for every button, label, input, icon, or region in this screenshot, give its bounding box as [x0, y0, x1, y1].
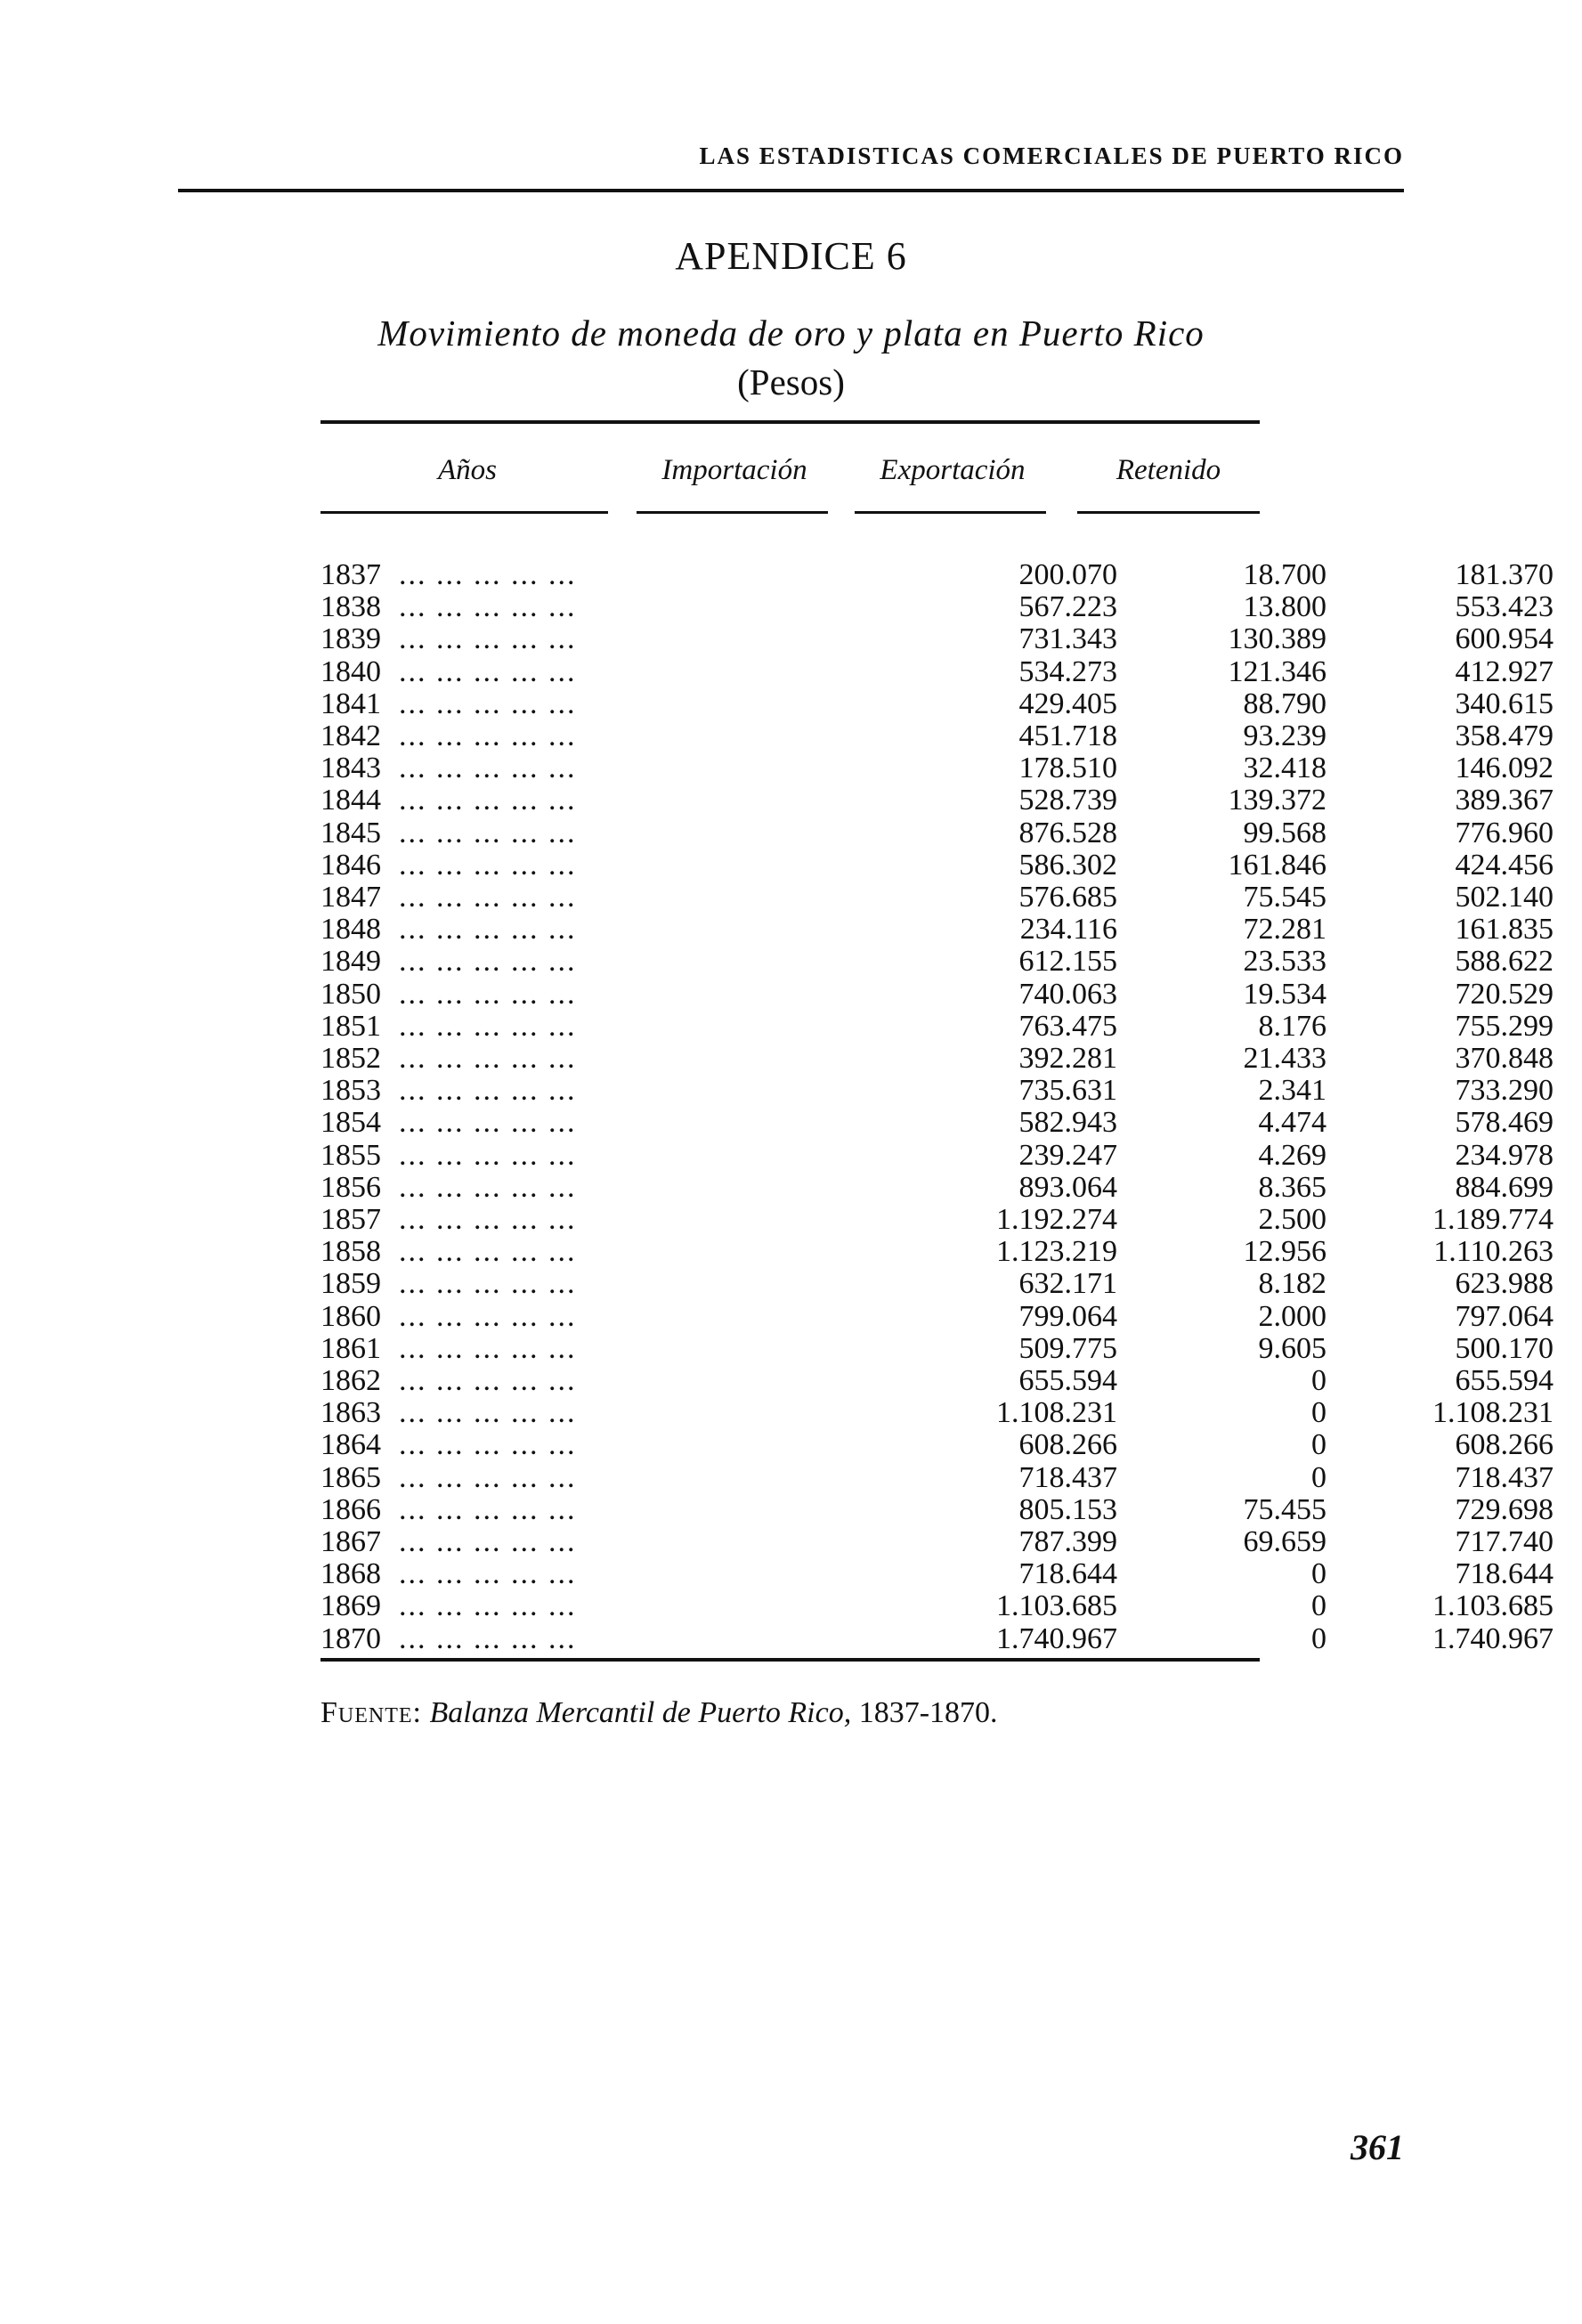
import-cell: 1.103.685	[996, 1589, 1117, 1623]
retained-cell: 1.108.231	[1432, 1396, 1554, 1430]
leader-dots: ... ... ... ... ...	[399, 1203, 577, 1236]
retained-cell: 340.615	[1455, 687, 1554, 720]
retained-cell: 146.092	[1455, 752, 1554, 785]
header-rule	[178, 189, 1404, 192]
table-row	[320, 1235, 1554, 1269]
table-row	[320, 848, 1554, 882]
import-cell: 763.475	[1018, 1009, 1117, 1043]
leader-dots: ... ... ... ... ...	[399, 1106, 577, 1140]
table-row	[320, 1138, 1554, 1172]
retained-cell: 500.170	[1455, 1331, 1554, 1365]
leader-dots: ... ... ... ... ...	[399, 1428, 577, 1462]
year-cell: 1837	[320, 558, 381, 591]
year-cell: 1867	[320, 1525, 381, 1558]
retained-cell: 1.740.967	[1432, 1621, 1554, 1655]
import-cell: 718.437	[1018, 1460, 1117, 1494]
year-cell: 1846	[320, 848, 381, 882]
export-cell: 4.269	[1258, 1138, 1326, 1172]
table-row	[320, 1009, 1554, 1043]
import-cell: 239.247	[1018, 1138, 1117, 1172]
export-cell: 8.182	[1258, 1267, 1326, 1301]
retained-cell: 181.370	[1455, 558, 1554, 591]
table-bottom-rule	[320, 1658, 1260, 1662]
import-cell: 787.399	[1018, 1525, 1117, 1558]
export-cell: 2.341	[1258, 1074, 1326, 1108]
leader-dots: ... ... ... ... ...	[399, 1364, 577, 1397]
table-row	[320, 558, 1554, 591]
table-row	[320, 1557, 1554, 1591]
retained-cell: 797.064	[1455, 1299, 1554, 1333]
import-cell: 799.064	[1018, 1299, 1117, 1333]
export-cell: 121.346	[1228, 654, 1326, 688]
year-cell: 1841	[320, 687, 381, 720]
import-cell: 451.718	[1018, 719, 1117, 752]
import-cell: 534.273	[1018, 654, 1117, 688]
leader-dots: ... ... ... ... ...	[399, 913, 577, 947]
retained-cell: 502.140	[1455, 881, 1554, 914]
year-cell: 1852	[320, 1042, 381, 1075]
year-cell: 1848	[320, 913, 381, 947]
year-cell: 1849	[320, 945, 381, 979]
table-row	[320, 945, 1554, 979]
export-cell: 93.239	[1243, 719, 1326, 752]
year-cell: 1854	[320, 1106, 381, 1140]
leader-dots: ... ... ... ... ...	[399, 945, 577, 979]
year-cell: 1866	[320, 1492, 381, 1526]
export-cell: 0	[1311, 1364, 1326, 1397]
year-cell: 1869	[320, 1589, 381, 1623]
import-cell: 1.108.231	[996, 1396, 1117, 1430]
import-cell: 567.223	[1018, 590, 1117, 624]
export-cell: 69.659	[1243, 1525, 1326, 1558]
export-cell: 72.281	[1243, 913, 1326, 947]
export-cell: 8.176	[1258, 1009, 1326, 1043]
source-note	[320, 1696, 998, 1730]
leader-dots: ... ... ... ... ...	[399, 687, 577, 720]
leader-dots: ... ... ... ... ...	[399, 1267, 577, 1301]
export-cell: 8.365	[1258, 1170, 1326, 1204]
leader-dots: ... ... ... ... ...	[399, 1138, 577, 1172]
year-cell: 1861	[320, 1331, 381, 1365]
table-row	[320, 1267, 1554, 1301]
year-cell: 1863	[320, 1396, 381, 1430]
table-row	[320, 654, 1554, 688]
table-top-rule	[320, 420, 1260, 424]
table-row	[320, 590, 1554, 624]
table-row	[320, 1299, 1554, 1333]
leader-dots: ... ... ... ... ...	[399, 1170, 577, 1204]
export-cell: 4.474	[1258, 1106, 1326, 1140]
retained-cell: 600.954	[1455, 622, 1554, 656]
import-cell: 608.266	[1018, 1428, 1117, 1462]
retained-cell: 1.189.774	[1432, 1203, 1554, 1236]
leader-dots: ... ... ... ... ...	[399, 1525, 577, 1558]
source-label: Fuente:	[320, 1696, 422, 1729]
export-cell: 0	[1311, 1621, 1326, 1655]
table-row	[320, 881, 1554, 914]
retained-cell: 234.978	[1455, 1138, 1554, 1172]
col-rule-years	[320, 511, 608, 514]
import-cell: 632.171	[1018, 1267, 1117, 1301]
export-cell: 75.545	[1243, 881, 1326, 914]
export-cell: 0	[1311, 1589, 1326, 1623]
import-cell: 234.116	[1019, 913, 1117, 947]
source-years: 1837-1870.	[858, 1696, 998, 1729]
leader-dots: ... ... ... ... ...	[399, 1557, 577, 1591]
import-cell: 582.943	[1018, 1106, 1117, 1140]
leader-dots: ... ... ... ... ...	[399, 622, 577, 656]
leader-dots: ... ... ... ... ...	[399, 1589, 577, 1623]
page-number: 361	[1351, 2127, 1404, 2167]
table-row	[320, 1106, 1554, 1140]
table-row	[320, 977, 1554, 1011]
year-cell: 1842	[320, 719, 381, 752]
import-cell: 528.739	[1018, 784, 1117, 817]
table-row	[320, 1589, 1554, 1623]
retained-cell: 755.299	[1455, 1009, 1554, 1043]
col-rule-import	[637, 511, 828, 514]
retained-cell: 884.699	[1455, 1170, 1554, 1204]
import-cell: 893.064	[1018, 1170, 1117, 1204]
leader-dots: ... ... ... ... ...	[399, 1396, 577, 1430]
year-cell: 1870	[320, 1621, 381, 1655]
table-row	[320, 1203, 1554, 1236]
export-cell: 161.846	[1228, 848, 1326, 882]
export-cell: 139.372	[1228, 784, 1326, 817]
leader-dots: ... ... ... ... ...	[399, 1009, 577, 1043]
retained-cell: 718.644	[1455, 1557, 1554, 1591]
col-rule-retained	[1077, 511, 1260, 514]
col-header-import: Importación	[661, 454, 807, 486]
import-cell: 612.155	[1018, 945, 1117, 979]
retained-cell: 608.266	[1455, 1428, 1554, 1462]
source-title: Balanza Mercantil de Puerto Rico,	[429, 1696, 852, 1729]
export-cell: 18.700	[1243, 558, 1326, 591]
export-cell: 0	[1311, 1396, 1326, 1430]
import-cell: 655.594	[1018, 1364, 1117, 1397]
retained-cell: 1.103.685	[1432, 1589, 1554, 1623]
table-row	[320, 1396, 1554, 1430]
year-cell: 1850	[320, 977, 381, 1011]
export-cell: 21.433	[1243, 1042, 1326, 1075]
running-head: LAS ESTADISTICAS COMERCIALES DE PUERTO RICO	[699, 142, 1404, 169]
year-cell: 1847	[320, 881, 381, 914]
col-header-years: Años	[438, 454, 497, 486]
import-cell: 876.528	[1018, 816, 1117, 849]
import-cell: 576.685	[1018, 881, 1117, 914]
retained-cell: 655.594	[1455, 1364, 1554, 1397]
retained-cell: 717.740	[1455, 1525, 1554, 1558]
leader-dots: ... ... ... ... ...	[399, 1074, 577, 1108]
table-row	[320, 913, 1554, 947]
col-header-export: Exportación	[880, 454, 1026, 486]
year-cell: 1855	[320, 1138, 381, 1172]
year-cell: 1864	[320, 1428, 381, 1462]
year-cell: 1857	[320, 1203, 381, 1236]
table-row	[320, 1492, 1554, 1526]
year-cell: 1845	[320, 816, 381, 849]
year-cell: 1851	[320, 1009, 381, 1043]
export-cell: 13.800	[1243, 590, 1326, 624]
year-cell: 1838	[320, 590, 381, 624]
leader-dots: ... ... ... ... ...	[399, 719, 577, 752]
leader-dots: ... ... ... ... ...	[399, 1331, 577, 1365]
retained-cell: 412.927	[1455, 654, 1554, 688]
retained-cell: 161.835	[1455, 913, 1554, 947]
export-cell: 32.418	[1243, 752, 1326, 785]
retained-cell: 358.479	[1455, 719, 1554, 752]
year-cell: 1859	[320, 1267, 381, 1301]
export-cell: 19.534	[1243, 977, 1326, 1011]
year-cell: 1865	[320, 1460, 381, 1494]
export-cell: 88.790	[1243, 687, 1326, 720]
leader-dots: ... ... ... ... ...	[399, 654, 577, 688]
table-row	[320, 1460, 1554, 1494]
import-cell: 392.281	[1018, 1042, 1117, 1075]
import-cell: 740.063	[1018, 977, 1117, 1011]
table-row	[320, 687, 1554, 720]
table-row	[320, 1525, 1554, 1558]
import-cell: 509.775	[1018, 1331, 1117, 1365]
table-row	[320, 622, 1554, 656]
retained-cell: 588.622	[1455, 945, 1554, 979]
leader-dots: ... ... ... ... ...	[399, 816, 577, 849]
table-row	[320, 1170, 1554, 1204]
import-cell: 1.740.967	[996, 1621, 1117, 1655]
year-cell: 1868	[320, 1557, 381, 1591]
table-row	[320, 1042, 1554, 1075]
appendix-title: APENDICE 6	[675, 234, 907, 278]
year-cell: 1844	[320, 784, 381, 817]
retained-cell: 1.110.263	[1433, 1235, 1554, 1269]
import-cell: 178.510	[1018, 752, 1117, 785]
retained-cell: 389.367	[1455, 784, 1554, 817]
year-cell: 1840	[320, 654, 381, 688]
leader-dots: ... ... ... ... ...	[399, 1235, 577, 1269]
table-row	[320, 1428, 1554, 1462]
year-cell: 1860	[320, 1299, 381, 1333]
import-cell: 1.192.274	[996, 1203, 1117, 1236]
export-cell: 2.000	[1258, 1299, 1326, 1333]
retained-cell: 578.469	[1455, 1106, 1554, 1140]
table-row	[320, 1331, 1554, 1365]
export-cell: 9.605	[1258, 1331, 1326, 1365]
export-cell: 0	[1311, 1460, 1326, 1494]
table-row	[320, 816, 1554, 849]
leader-dots: ... ... ... ... ...	[399, 1492, 577, 1526]
leader-dots: ... ... ... ... ...	[399, 784, 577, 817]
table-row	[320, 1364, 1554, 1397]
retained-cell: 776.960	[1455, 816, 1554, 849]
year-cell: 1858	[320, 1235, 381, 1269]
col-header-retained: Retenido	[1116, 454, 1221, 486]
export-cell: 0	[1311, 1557, 1326, 1591]
table-row	[320, 752, 1554, 785]
import-cell: 200.070	[1018, 558, 1117, 591]
year-cell: 1862	[320, 1364, 381, 1397]
year-cell: 1839	[320, 622, 381, 656]
col-rule-export	[855, 511, 1046, 514]
leader-dots: ... ... ... ... ...	[399, 1621, 577, 1655]
export-cell: 75.455	[1243, 1492, 1326, 1526]
export-cell: 23.533	[1243, 945, 1326, 979]
retained-cell: 553.423	[1455, 590, 1554, 624]
import-cell: 805.153	[1018, 1492, 1117, 1526]
leader-dots: ... ... ... ... ...	[399, 848, 577, 882]
table-row	[320, 1621, 1554, 1655]
leader-dots: ... ... ... ... ...	[399, 1299, 577, 1333]
export-cell: 0	[1311, 1428, 1326, 1462]
import-cell: 586.302	[1018, 848, 1117, 882]
retained-cell: 718.437	[1455, 1460, 1554, 1494]
export-cell: 2.500	[1258, 1203, 1326, 1236]
retained-cell: 729.698	[1455, 1492, 1554, 1526]
import-cell: 735.631	[1018, 1074, 1117, 1108]
import-cell: 731.343	[1018, 622, 1117, 656]
year-cell: 1843	[320, 752, 381, 785]
leader-dots: ... ... ... ... ...	[399, 1460, 577, 1494]
export-cell: 99.568	[1243, 816, 1326, 849]
table-row	[320, 719, 1554, 752]
leader-dots: ... ... ... ... ...	[399, 881, 577, 914]
import-cell: 1.123.219	[996, 1235, 1117, 1269]
leader-dots: ... ... ... ... ...	[399, 590, 577, 624]
table-row	[320, 1074, 1554, 1108]
leader-dots: ... ... ... ... ...	[399, 558, 577, 591]
retained-cell: 424.456	[1455, 848, 1554, 882]
table-row	[320, 784, 1554, 817]
import-cell: 718.644	[1018, 1557, 1117, 1591]
leader-dots: ... ... ... ... ...	[399, 752, 577, 785]
export-cell: 12.956	[1243, 1235, 1326, 1269]
table-units: (Pesos)	[737, 362, 845, 402]
table-subtitle: Movimiento de moneda de oro y plata en Puerto Rico	[377, 313, 1205, 353]
retained-cell: 733.290	[1455, 1074, 1554, 1108]
import-cell: 429.405	[1018, 687, 1117, 720]
retained-cell: 623.988	[1455, 1267, 1554, 1301]
leader-dots: ... ... ... ... ...	[399, 977, 577, 1011]
export-cell: 130.389	[1228, 622, 1326, 656]
year-cell: 1856	[320, 1170, 381, 1204]
leader-dots: ... ... ... ... ...	[399, 1042, 577, 1075]
retained-cell: 370.848	[1455, 1042, 1554, 1075]
year-cell: 1853	[320, 1074, 381, 1108]
retained-cell: 720.529	[1455, 977, 1554, 1011]
